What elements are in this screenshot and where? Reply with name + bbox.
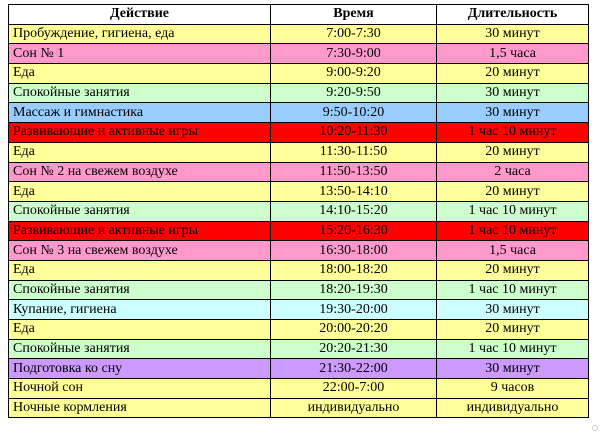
table-row: [9, 44, 589, 64]
duration-cell: 20 минут: [437, 64, 589, 84]
activity-cell: Еда: [9, 320, 271, 340]
table-row: [9, 339, 589, 359]
time-cell: 14:10-15:20: [271, 201, 437, 221]
table-row: [9, 103, 589, 123]
time-cell: 9:00-9:20: [271, 64, 437, 84]
time-cell: 9:20-9:50: [271, 83, 437, 103]
activity-cell: Сон № 3 на свежем воздухе: [9, 241, 271, 261]
table-row: [9, 280, 589, 300]
time-cell: индивидуально: [271, 398, 437, 418]
activity-cell: Пробуждение, гигиена, еда: [9, 24, 271, 44]
time-cell: 9:50-10:20: [271, 103, 437, 123]
duration-cell: 30 минут: [437, 24, 589, 44]
table-row: [9, 182, 589, 202]
duration-cell: 20 минут: [437, 182, 589, 202]
time-cell: 15:20-16:30: [271, 221, 437, 241]
header-action: Действие: [9, 5, 271, 25]
table-row: [9, 320, 589, 340]
duration-cell: индивидуально: [437, 398, 589, 418]
activity-cell: Ночные кормления: [9, 398, 271, 418]
activity-cell: Сон № 2 на свежем воздухе: [9, 162, 271, 182]
activity-cell: Спокойные занятия: [9, 280, 271, 300]
table-row: [9, 359, 589, 379]
time-cell: 22:00-7:00: [271, 379, 437, 399]
activity-cell: Массаж и гимнастика: [9, 103, 271, 123]
activity-cell: Развивающие и активные игры: [9, 221, 271, 241]
time-cell: 7:00-7:30: [271, 24, 437, 44]
activity-cell: Развивающие и активные игры: [9, 123, 271, 143]
header-duration: Длительность: [437, 5, 589, 25]
time-cell: 10:20-11:30: [271, 123, 437, 143]
table-row: [9, 142, 589, 162]
schedule-table: [8, 4, 589, 418]
corner-mark-icon: [592, 425, 598, 431]
activity-cell: Еда: [9, 142, 271, 162]
table-row: [9, 123, 589, 143]
table-row: [9, 162, 589, 182]
time-cell: 11:50-13:50: [271, 162, 437, 182]
activity-cell: Купание, гигиена: [9, 300, 271, 320]
header-row: [9, 5, 589, 25]
header-time: Время: [271, 5, 437, 25]
table-row: [9, 24, 589, 44]
duration-cell: 1 час 10 минут: [437, 221, 589, 241]
table-row: [9, 83, 589, 103]
duration-cell: 20 минут: [437, 320, 589, 340]
activity-cell: Еда: [9, 260, 271, 280]
table-row: [9, 64, 589, 84]
time-cell: 18:00-18:20: [271, 260, 437, 280]
duration-cell: 30 минут: [437, 300, 589, 320]
duration-cell: 1,5 часа: [437, 241, 589, 261]
table-row: [9, 300, 589, 320]
duration-cell: 30 минут: [437, 359, 589, 379]
time-cell: 16:30-18:00: [271, 241, 437, 261]
duration-cell: 9 часов: [437, 379, 589, 399]
time-cell: 20:20-21:30: [271, 339, 437, 359]
table-row: [9, 398, 589, 418]
time-cell: 21:30-22:00: [271, 359, 437, 379]
time-cell: 20:00-20:20: [271, 320, 437, 340]
table-row: [9, 260, 589, 280]
time-cell: 18:20-19:30: [271, 280, 437, 300]
duration-cell: 20 минут: [437, 142, 589, 162]
activity-cell: Спокойные занятия: [9, 201, 271, 221]
time-cell: 13:50-14:10: [271, 182, 437, 202]
activity-cell: Спокойные занятия: [9, 339, 271, 359]
activity-cell: Еда: [9, 64, 271, 84]
activity-cell: Подготовка ко сну: [9, 359, 271, 379]
duration-cell: 1,5 часа: [437, 44, 589, 64]
duration-cell: 1 час 10 минут: [437, 201, 589, 221]
table-row: [9, 201, 589, 221]
activity-cell: Ночной сон: [9, 379, 271, 399]
table-row: [9, 379, 589, 399]
duration-cell: 1 час 10 минут: [437, 280, 589, 300]
duration-cell: 20 минут: [437, 260, 589, 280]
duration-cell: 30 минут: [437, 103, 589, 123]
schedule-body: [9, 24, 589, 418]
time-cell: 7:30-9:00: [271, 44, 437, 64]
duration-cell: 1 час 10 минут: [437, 339, 589, 359]
duration-cell: 1 час 10 минут: [437, 123, 589, 143]
activity-cell: Спокойные занятия: [9, 83, 271, 103]
table-row: [9, 221, 589, 241]
duration-cell: 2 часа: [437, 162, 589, 182]
duration-cell: 30 минут: [437, 83, 589, 103]
table-row: [9, 241, 589, 261]
time-cell: 19:30-20:00: [271, 300, 437, 320]
activity-cell: Сон № 1: [9, 44, 271, 64]
activity-cell: Еда: [9, 182, 271, 202]
time-cell: 11:30-11:50: [271, 142, 437, 162]
